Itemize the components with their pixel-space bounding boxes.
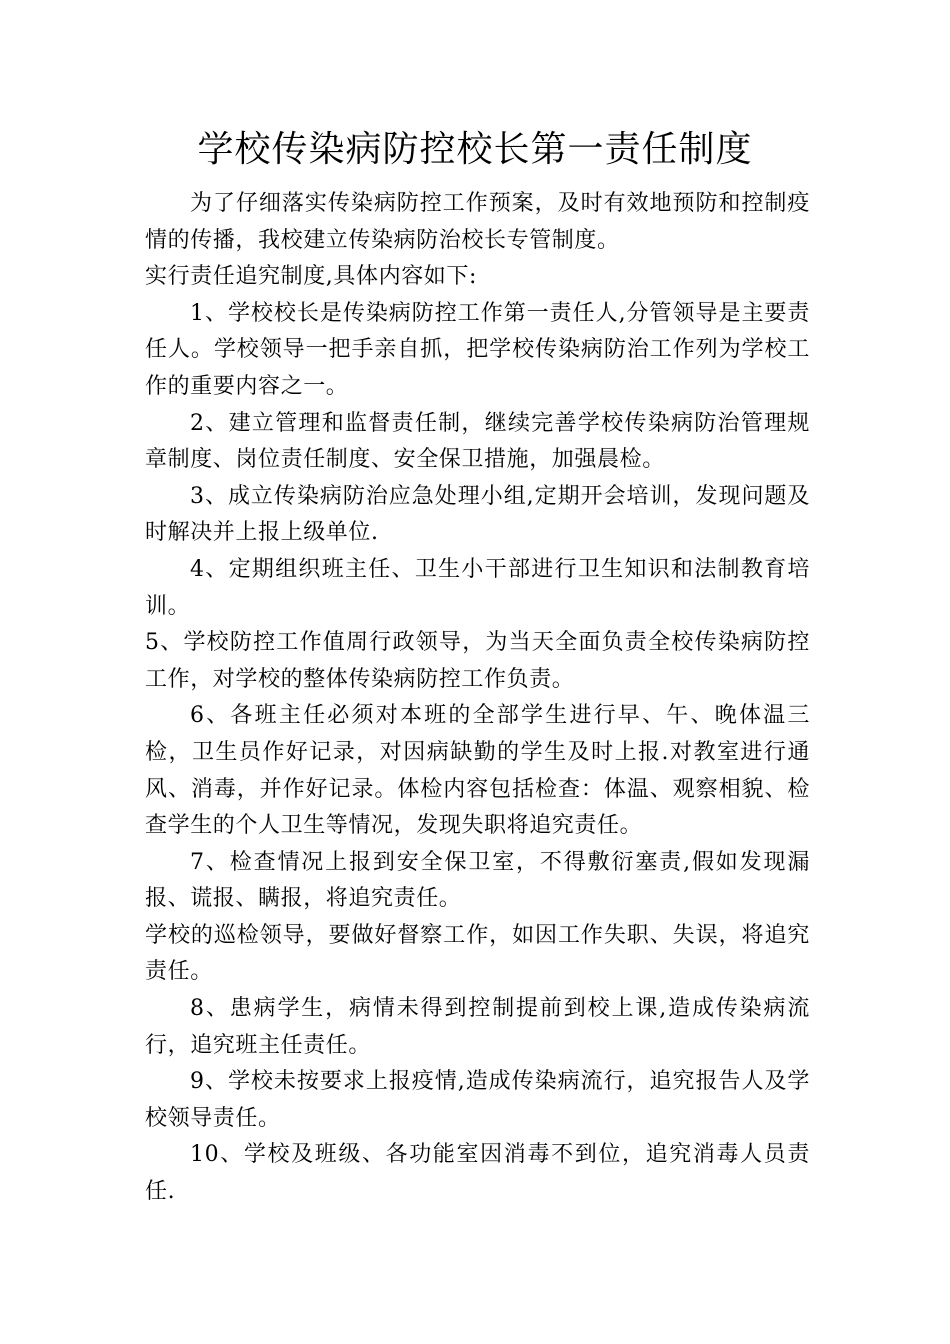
document-title: 学校传染病防控校长第一责任制度: [197, 129, 753, 170]
paragraph-item-1: 1、学校校长是传染病防控工作第一责任人,分管领导是主要责任人。学校领导一把手亲自抓，把学校传染病防治工作列为学校工作的重要内容之一。: [145, 300, 810, 399]
paragraph-item-2: 2、建立管理和监督责任制，继续完善学校传染病防治管理规章制度、岗位责任制度、安全保卫措施，加强晨检。: [145, 410, 810, 473]
paragraph-item-8: 8、患病学生，病情未得到控制提前到校上课,造成传染病流行，追究班主任责任。: [145, 996, 810, 1058]
paragraph-intro: 为了仔细落实传染病防控工作预案，及时有效地预防和控制疫情的传播，我校建立传染病防治校长专管制度。: [145, 191, 810, 253]
paragraph-item-4: 4、定期组织班主任、卫生小干部进行卫生知识和法制教育培训。: [145, 556, 810, 619]
paragraph-item-6: 6、各班主任必须对本班的全部学生进行早、午、晚体温三检，卫生员作好记录，对因病缺勤的学生及时上报.对教室进行通风、消毒，并作好记录。体检内容包括检查：体温、观察相貌、检查学生的个人卫生等情况，发现失职将追究责任。: [145, 703, 810, 839]
paragraph-item-3: 3、成立传染病防治应急处理小组,定期开会培训，发现问题及时解决并上报上级单位.: [145, 483, 810, 546]
paragraph-item-5: 5、学校防控工作值周行政领导，为当天全面负责全校传染病防控工作，对学校的整体传染病防控工作负责。: [145, 630, 810, 692]
paragraph-scope: 实行责任追究制度,具体内容如下:: [145, 264, 478, 290]
paragraph-item-7: 7、检查情况上报到安全保卫室，不得敷衍塞责,假如发现漏报、谎报、瞒报，将追究责任。: [145, 849, 810, 912]
document-body: [145, 186, 810, 1211]
paragraph-inspection-leader: 学校的巡检领导，要做好督察工作，如因工作失职、失误，将追究责任。: [145, 922, 810, 985]
paragraph-item-9: 9、学校未按要求上报疫情,造成传染病流行，追究报告人及学校领导责任。: [145, 1069, 810, 1131]
paragraph-item-10: 10、学校及班级、各功能室因消毒不到位，追究消毒人员责任.: [145, 1142, 810, 1205]
